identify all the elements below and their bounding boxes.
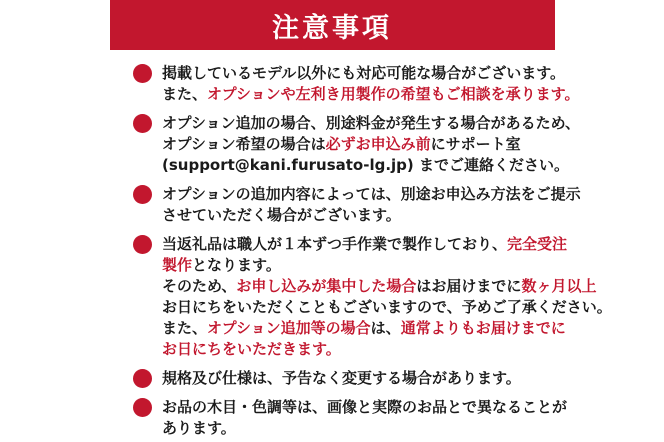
text-segment: 規格及び仕様は、予告なく変更する場合があります。: [162, 369, 521, 387]
text-segment: お日にちをいただくこともございますので、予めご了承ください。: [162, 298, 612, 316]
notice-line: [162, 63, 579, 84]
text-segment: お日にちをいただきます。: [162, 340, 341, 358]
text-segment: 当返礼品は職人が１本ずつ手作業で製作しており、: [162, 235, 508, 253]
notice-item: [133, 113, 644, 176]
notice-line: [162, 297, 612, 318]
text-segment: お品の木目・色調等は、画像と実際のお品とで異なることが: [162, 398, 568, 416]
notice-list: [0, 50, 664, 439]
text-segment: あります。: [162, 419, 236, 437]
text-segment: オプション追加の場合、別途料金が発生する場合があるため、: [162, 114, 581, 132]
notice-line: [162, 276, 612, 297]
text-segment: また、: [162, 85, 208, 103]
notice-line: [162, 155, 580, 176]
text-segment: (support@kani.furusato-lg.jp) までご連絡ください。: [162, 156, 569, 174]
text-segment: オプションの追加内容によっては、別途お申込み方法をご提示: [162, 185, 581, 203]
page-title: 注意事項: [272, 12, 392, 44]
text-segment: は、: [370, 319, 401, 337]
notice-line: [162, 368, 521, 389]
bullet-icon: [133, 64, 152, 83]
notice-line: [162, 418, 567, 439]
notice-item: [133, 184, 644, 226]
text-segment: 製作: [162, 256, 193, 274]
notice-line: [162, 84, 579, 105]
notice-line: [162, 205, 581, 226]
text-segment: はお届けまでに: [416, 277, 522, 295]
bullet-icon: [133, 185, 152, 204]
notice-line: [162, 134, 580, 155]
text-segment: 数ヶ月以上: [521, 277, 597, 295]
notice-item: [133, 63, 644, 105]
text-segment: オプションや左利き用製作の希望もご相談を承ります。: [207, 85, 580, 103]
notice-text: [162, 63, 579, 105]
text-segment: 完全受注: [507, 235, 568, 253]
text-segment: オプション希望の場合は: [162, 135, 326, 153]
notice-text: [162, 184, 581, 226]
bullet-icon: [133, 398, 152, 417]
text-segment: 掲載しているモデル以外にも対応可能な場合がございます。: [162, 64, 566, 82]
notice-item: [133, 234, 644, 360]
text-segment: オプション追加等の場合: [207, 319, 371, 337]
notice-line: [162, 318, 612, 339]
notice-item: [133, 368, 644, 389]
text-segment: お申し込みが集中した場合: [236, 277, 417, 295]
notice-line: [162, 184, 581, 205]
notice-text: [162, 397, 567, 439]
notice-item: [133, 397, 644, 439]
text-segment: となります。: [192, 256, 281, 274]
notice-line: [162, 234, 612, 255]
text-segment: そのため、: [162, 277, 237, 295]
notice-header: [110, 0, 555, 50]
text-segment: にサポート室: [430, 135, 521, 153]
notice-line: [162, 113, 580, 134]
notice-text: [162, 113, 580, 176]
text-segment: また、: [162, 319, 208, 337]
bullet-icon: [133, 235, 152, 254]
notice-line: [162, 255, 612, 276]
text-segment: 通常よりもお届けまでに: [400, 319, 566, 337]
text-segment: させていただく場合がございます。: [162, 206, 401, 224]
notice-text: [162, 368, 521, 389]
text-segment: 必ずお申込み前: [325, 135, 431, 153]
bullet-icon: [133, 369, 152, 388]
notice-line: [162, 397, 567, 418]
notice-text: [162, 234, 612, 360]
bullet-icon: [133, 114, 152, 133]
notice-line: [162, 339, 612, 360]
